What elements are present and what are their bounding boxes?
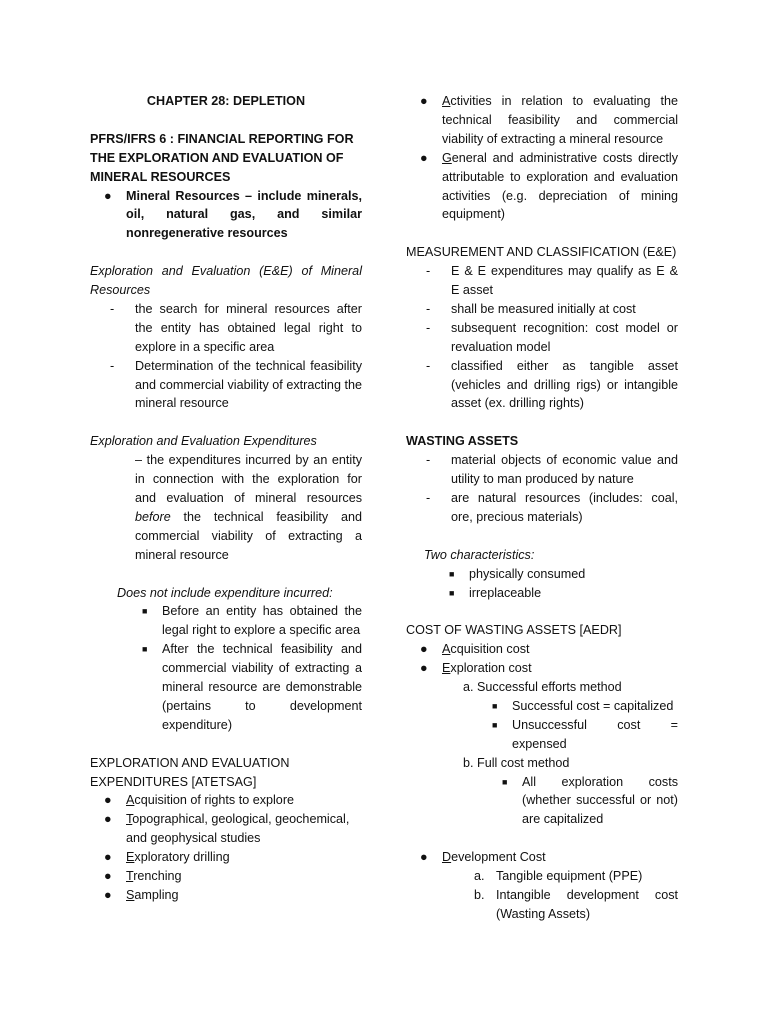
ee-list	[110, 300, 362, 413]
measurement-item: classified either as tangible asset (vehicles and drilling rigs) or intangible asset (ex. drilling rights)	[451, 358, 678, 411]
atetsag-heading: EXPLORATION AND EVALUATION EXPENDITURES [ATETSAG]	[90, 755, 290, 789]
dash-icon: -	[110, 358, 115, 373]
ee-heading: Exploration and Evaluation (E&E) of Mineral Resources	[90, 264, 362, 298]
wasting-heading: WASTING ASSETS	[406, 434, 519, 449]
item-text: ctivities in relation to evaluating the technical feasibility and commercial viability of extracting a mineral resource	[442, 94, 678, 146]
expenditures-definition	[135, 451, 362, 564]
list-item	[104, 810, 362, 848]
bullet-icon: ●	[104, 793, 112, 808]
item-letter: b.	[474, 887, 485, 902]
list-item	[502, 773, 678, 830]
development-item: Intangible development cost (Wasting Assets)	[496, 887, 678, 921]
dash-icon: -	[426, 453, 431, 468]
characteristic-item: irreplaceable	[469, 585, 542, 600]
not-include-item-1: Before an entity has obtained the legal right to explore a specific area	[162, 604, 362, 638]
item-initial: D	[442, 850, 452, 865]
pfrs-heading: PFRS/IFRS 6 : FINANCIAL REPORTING FOR THE EXPLORATION AND EVALUATION OF MINERAL RESOURCES	[90, 131, 354, 184]
list-item	[104, 187, 362, 244]
dash-icon: -	[110, 301, 115, 316]
bullet-icon: ●	[420, 94, 428, 108]
dash-icon: -	[426, 264, 431, 279]
item-initial: E	[126, 850, 135, 865]
expenditures-def-part1: – the expenditures incurred by an entity in connection with the exploration for and evaluation of mineral resources	[135, 453, 362, 505]
ee-item-1: the search for mineral resources after the entity has obtained legal right to explore in a specific area	[135, 301, 362, 354]
item-initial: E	[442, 661, 451, 676]
wasting-item: are natural resources (includes: coal, ore, precious materials)	[451, 491, 678, 524]
bullet-icon: ●	[420, 150, 428, 165]
characteristic-item: physically consumed	[469, 566, 586, 581]
list-item	[104, 848, 362, 867]
list-item	[426, 489, 678, 527]
expenditures-heading: Exploration and Evaluation Expenditures	[90, 434, 317, 449]
measurement-item: shall be measured initially at cost	[451, 301, 636, 316]
expenditures-def-before: before	[135, 509, 171, 524]
square-bullet-icon: ■	[449, 568, 455, 579]
bullet-icon: ●	[420, 850, 428, 865]
characteristics-heading: Two characteristics:	[424, 547, 535, 562]
left-column	[90, 92, 362, 905]
development-sub-list	[474, 867, 678, 924]
successful-item: Successful cost = capitalized	[512, 698, 674, 713]
list-item	[142, 602, 362, 640]
atetsag-list	[104, 791, 362, 904]
bullet-icon: ●	[104, 188, 112, 203]
square-bullet-icon: ■	[502, 776, 508, 787]
measurement-item: E & E expenditures may qualify as E & E asset	[451, 264, 678, 298]
not-include-heading: Does not include expenditure incurred:	[117, 585, 333, 600]
atetsag-continued-list	[420, 92, 678, 224]
square-bullet-icon: ■	[142, 606, 148, 617]
successful-item: Unsuccessful cost = expensed	[512, 717, 678, 751]
item-initial: A	[442, 94, 451, 108]
measurement-heading: MEASUREMENT AND CLASSIFICATION (E&E)	[406, 245, 677, 260]
mineral-resources-definition: – include minerals, oil, natural gas, and similar nonregenerative resources	[126, 188, 362, 241]
list-item	[449, 565, 678, 584]
measurement-item: subsequent recognition: cost model or revaluation model	[451, 320, 678, 354]
list-item	[420, 149, 678, 225]
full-cost-list	[502, 773, 678, 830]
successful-efforts-list	[492, 697, 678, 754]
bullet-icon: ●	[104, 812, 112, 827]
list-item	[104, 886, 362, 905]
item-text: evelopment Cost	[451, 850, 546, 865]
right-column	[406, 92, 678, 924]
full-cost-label: b. Full cost method	[463, 755, 570, 770]
mineral-resources-list	[104, 187, 362, 244]
wasting-list	[426, 451, 678, 527]
list-item	[420, 659, 678, 678]
list-item	[420, 92, 678, 149]
item-text: eneral and administrative costs directly attributable to exploration and evaluation activities (e.g. depreciation of mining equipment)	[442, 150, 678, 222]
mineral-resources-term: Mineral Resources	[126, 188, 240, 203]
page-title: CHAPTER 28: DEPLETION	[146, 94, 306, 108]
square-bullet-icon: ■	[449, 587, 455, 598]
item-initial: A	[442, 642, 451, 657]
dash-icon: -	[426, 301, 431, 316]
bullet-icon: ●	[104, 850, 112, 865]
characteristics-list	[449, 565, 678, 603]
cost-list	[420, 640, 678, 678]
item-text: cquisition cost	[450, 642, 530, 657]
development-item: Tangible equipment (PPE)	[496, 869, 643, 884]
square-bullet-icon: ■	[492, 700, 498, 711]
bullet-icon: ●	[104, 887, 112, 902]
item-initial: S	[126, 887, 135, 902]
ee-item-2: Determination of the technical feasibility and commercial viability of extracting the mineral resource	[135, 358, 362, 411]
item-text: opographical, geological, geochemical, and geophysical studies	[126, 812, 350, 846]
list-item	[426, 300, 678, 319]
list-item	[426, 319, 678, 357]
bullet-icon: ●	[420, 661, 428, 676]
list-item	[104, 867, 362, 886]
development-list	[420, 848, 678, 867]
item-initial: T	[126, 812, 133, 827]
list-item	[492, 697, 678, 716]
list-item	[426, 262, 678, 300]
list-item	[420, 640, 678, 659]
dash-icon: -	[426, 320, 431, 335]
measurement-list	[426, 262, 678, 413]
item-initial: G	[442, 150, 452, 165]
dash-icon: -	[426, 358, 431, 373]
successful-efforts-label: a. Successful efforts method	[463, 680, 622, 695]
cost-heading: COST OF WASTING ASSETS [AEDR]	[406, 623, 622, 638]
item-text: xploration cost	[450, 661, 532, 676]
list-item	[426, 357, 678, 414]
item-initial: A	[126, 793, 135, 808]
bullet-icon: ●	[420, 642, 428, 657]
item-initial: T	[126, 869, 134, 884]
list-item	[474, 867, 678, 886]
square-bullet-icon: ■	[142, 644, 148, 655]
list-item	[110, 357, 362, 414]
item-text: xploratory drilling	[134, 850, 230, 865]
item-text: ampling	[134, 887, 179, 902]
list-item	[474, 886, 678, 924]
list-item	[110, 300, 362, 357]
not-include-item-2: After the technical feasibility and commercial viability of extracting a mineral resource are demonstrable (pertains to development expenditure)	[162, 642, 362, 732]
item-text: renching	[133, 869, 182, 884]
list-item	[420, 848, 678, 867]
full-cost-item: All exploration costs (whether successful or not) are capitalized	[522, 774, 678, 827]
item-text: cquisition of rights to explore	[134, 793, 295, 808]
square-bullet-icon: ■	[492, 719, 498, 730]
list-item	[426, 451, 678, 489]
item-letter: a.	[474, 869, 485, 884]
not-include-list	[142, 602, 362, 734]
expenditures-def-part2: the technical feasibility and commercial viability of extracting a mineral resource	[135, 509, 362, 562]
list-item	[142, 640, 362, 735]
dash-icon: -	[426, 491, 431, 505]
list-item	[449, 584, 678, 603]
bullet-icon: ●	[104, 869, 112, 884]
list-item	[492, 716, 678, 754]
list-item	[104, 791, 362, 810]
wasting-item: material objects of economic value and utility to man produced by nature	[451, 453, 678, 487]
